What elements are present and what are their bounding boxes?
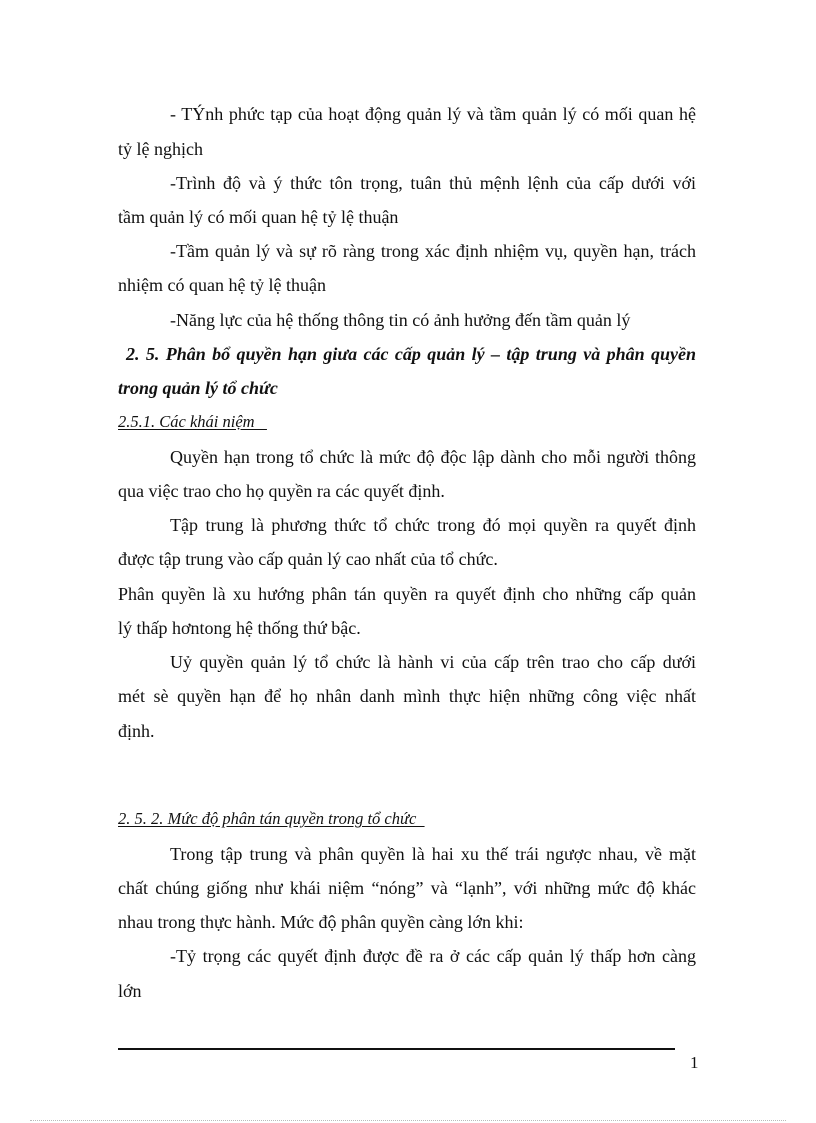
body-line: Quyền hạn trong tổ chức là mức độ độc lập dành cho mỗi người thông — [170, 447, 696, 467]
subsection-heading: 2. 5. 2. Mức độ phân tán quyền trong tổ chức — [118, 809, 425, 828]
body-line: nhau trong thực hành. Mức độ phân quyền càng lớn khi: — [118, 912, 524, 932]
body-line: qua việc trao cho họ quyền ra các quyết định. — [118, 481, 445, 501]
section-heading: trong quản lý tổ chức — [118, 378, 278, 398]
subsection-heading: 2.5.1. Các khái niệm — [118, 412, 267, 431]
body-line: Tập trung là phương thức tổ chức trong đó mọi quyền ra quyết định — [170, 515, 696, 535]
body-line: lý thấp hơntong hệ thống thứ bậc. — [118, 618, 361, 638]
body-line: tầm quản lý có mối quan hệ tỷ lệ thuận — [118, 207, 399, 227]
body-line: Trong tập trung và phân quyền là hai xu thế trái ngược nhau, về mặt — [170, 844, 696, 864]
body-line: lớn — [118, 981, 142, 1001]
body-line: -Trình độ và ý thức tôn trọng, tuân thủ mệnh lệnh của cấp dưới với — [170, 173, 696, 193]
body-line: được tập trung vào cấp quản lý cao nhất của tổ chức. — [118, 549, 498, 569]
body-line: -Tầm quản lý và sự rõ ràng trong xác định nhiệm vụ, quyền hạn, trách — [170, 241, 696, 261]
page-boundary — [30, 1120, 786, 1121]
body-line: Uỷ quyền quản lý tổ chức là hành vi của cấp trên trao cho cấp dưới — [170, 652, 696, 672]
body-line: định. — [118, 721, 155, 741]
body-line: - TÝnh phức tạp của hoạt động quản lý và tầm quản lý có mối quan hệ — [170, 104, 696, 124]
body-line: -Tỷ trọng các quyết định được đề ra ở các cấp quản lý thấp hơn càng — [170, 946, 696, 966]
body-line: chất chúng giống như khái niệm “nóng” và “lạnh”, với những mức độ khác — [118, 878, 696, 898]
body-line: tỷ lệ nghịch — [118, 139, 203, 159]
body-line: nhiệm có quan hệ tỷ lệ thuận — [118, 275, 326, 295]
body-line: Phân quyền là xu hướng phân tán quyền ra quyết định cho những cấp quản — [118, 584, 696, 604]
section-heading: 2. 5. Phân bổ quyền hạn giưa các cấp quản lý – tập trung và phân quyền — [126, 344, 696, 364]
footer-rule — [118, 1048, 675, 1050]
body-line: -Năng lực của hệ thống thông tin có ảnh hưởng đến tầm quản lý — [170, 310, 631, 330]
body-line: mét sè quyền hạn để họ nhân danh mình thực hiện những công việc nhất — [118, 686, 696, 706]
page-number: 1 — [690, 1053, 699, 1072]
